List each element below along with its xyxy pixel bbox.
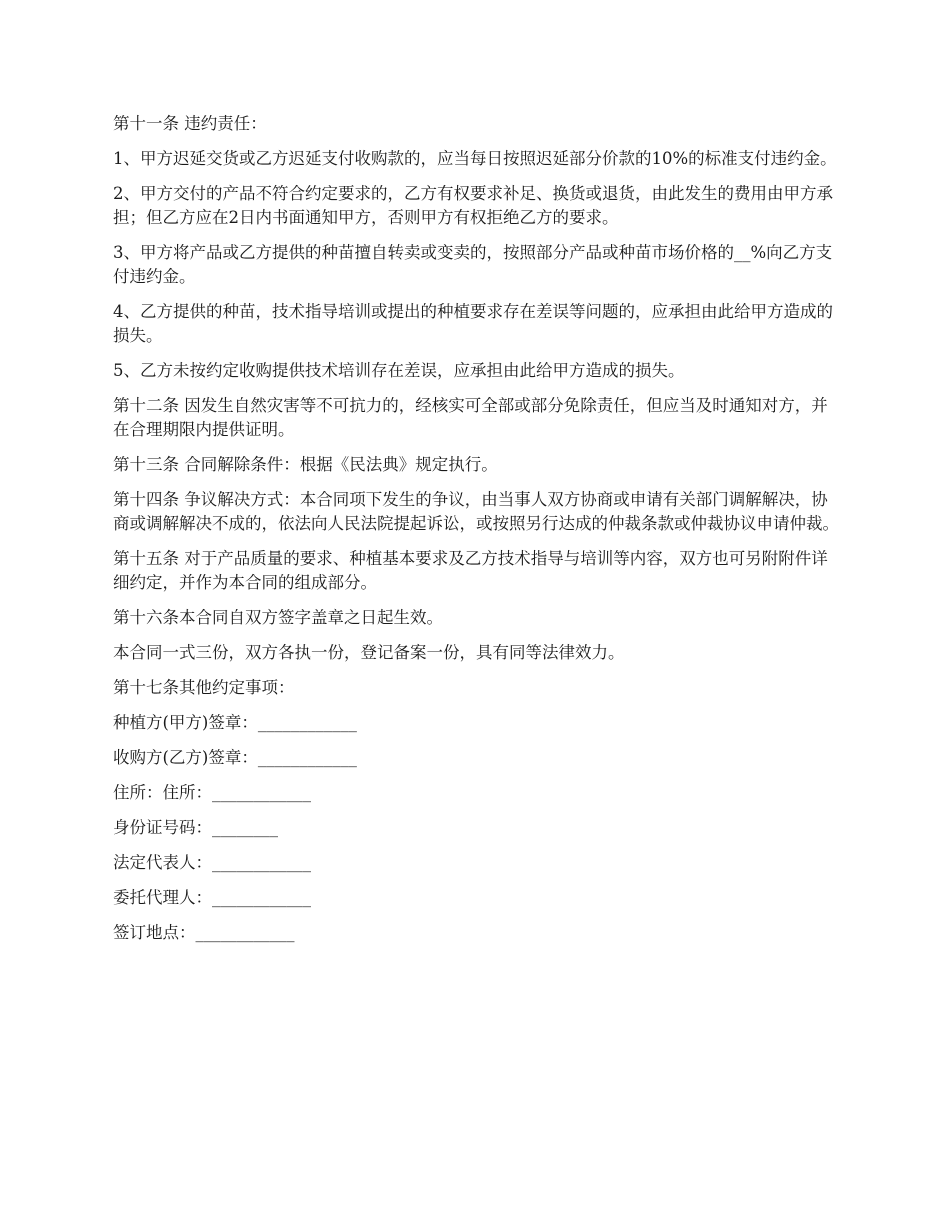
- article-15: 第十五条 对于产品质量的要求、种植基本要求及乙方技术指导与培训等内容，双方也可另附附件详细约定，并作为本合同的组成部分。: [113, 549, 828, 592]
- document-page: [113, 112, 843, 956]
- id-number-line: 身份证号码：________: [113, 818, 278, 837]
- address-line: 住所：住所：____________: [113, 783, 311, 802]
- clause-11-4: 4、乙方提供的种苗，技术指导培训或提出的种植要求存在差误等问题的，应承担由此给甲方造成的损失。: [113, 302, 833, 345]
- party-b-signature-line: 收购方(乙方)签章：____________: [113, 748, 357, 767]
- signing-place-line: 签订地点：____________: [113, 923, 295, 942]
- copies-clause: 本合同一式三份，双方各执一份，登记备案一份，具有同等法律效力。: [113, 643, 625, 662]
- article-16: 第十六条本合同自双方签字盖章之日起生效。: [113, 608, 443, 627]
- party-a-signature-line: 种植方(甲方)签章：____________: [113, 713, 357, 732]
- clause-11-1: 1、甲方迟延交货或乙方迟延支付收购款的，应当每日按照迟延部分价款的10%的标准支付违约金。: [113, 149, 837, 168]
- clause-11-3: 3、甲方将产品或乙方提供的种苗擅自转卖或变卖的，按照部分产品或种苗市场价格的__%向乙方支付违约金。: [113, 243, 833, 286]
- agent-line: 委托代理人：____________: [113, 888, 311, 907]
- legal-representative-line: 法定代表人：____________: [113, 853, 311, 872]
- clause-11-5: 5、乙方未按约定收购提供技术培训存在差误，应承担由此给甲方造成的损失。: [113, 361, 685, 380]
- clause-11-2: 2、甲方交付的产品不符合约定要求的，乙方有权要求补足、换货或退货，由此发生的费用由甲方承担；但乙方应在2日内书面通知甲方，否则甲方有权拒绝乙方的要求。: [113, 184, 833, 227]
- article-12: 第十二条 因发生自然灾害等不可抗力的，经核实可全部或部分免除责任，但应当及时通知对方，并在合理期限内提供证明。: [113, 396, 828, 439]
- article-11-heading: 第十一条 违约责任：: [113, 114, 267, 133]
- article-13: 第十三条 合同解除条件：根据《民法典》规定执行。: [113, 455, 498, 474]
- article-17: 第十七条其他约定事项：: [113, 678, 295, 697]
- article-14: 第十四条 争议解决方式：本合同项下发生的争议，由当事人双方协商或申请有关部门调解解决，协商或调解解决不成的，依法向人民法院提起诉讼，或按照另行达成的仲裁条款或仲裁协议申请仲裁。: [113, 490, 839, 533]
